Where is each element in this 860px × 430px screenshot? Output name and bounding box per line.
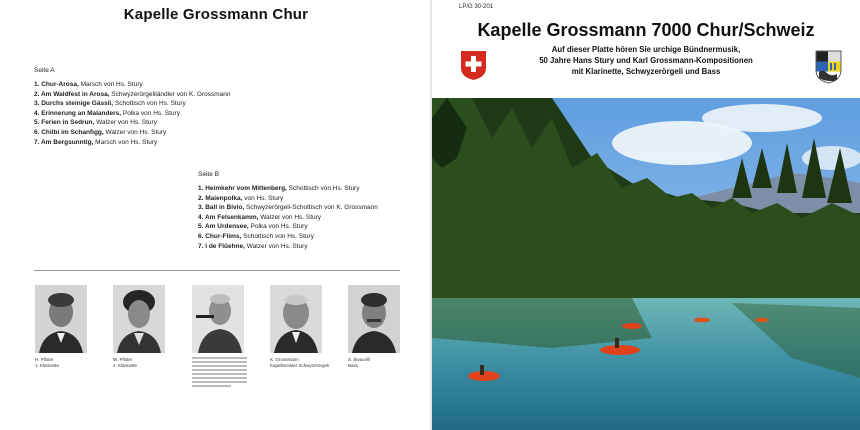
front-cover-subtitle: Auf dieser Platte hören Sie urchige Bündnermusik, 50 Jahre Hans Stury und Karl Grossmann-Kompositionen mit Klarinette, Schwyzerörgeli und Bass bbox=[539, 45, 753, 76]
side-a-heading: Seite A bbox=[34, 67, 55, 74]
front-cover-title: Kapelle Grossmann 7000 Chur/Schweiz bbox=[477, 20, 815, 40]
track-item: 6. Chur-Flims, Schottisch von Hs. Stury bbox=[198, 232, 314, 240]
track-item: 2. Am Waldfest in Arosa, Schwyzerörgeliländler von K. Grossmann bbox=[34, 90, 231, 98]
track-item: 2. Maienpolka, von Hs. Stury bbox=[198, 194, 284, 202]
musician-photo bbox=[348, 285, 400, 353]
musician-photo bbox=[113, 285, 165, 353]
side-a-tracklist bbox=[34, 80, 231, 147]
track-item: 6. Chilbi im Schanfigg, Walzer von Hs. Stury bbox=[34, 128, 167, 136]
catalog-number: LP/G 30-201 bbox=[459, 4, 494, 10]
musician-bio-text bbox=[192, 355, 247, 389]
musician-photo bbox=[192, 285, 244, 353]
track-item: 1. Heimkehr vom Mittenberg, Schottisch von Hs. Stury bbox=[198, 185, 360, 192]
track-item: 7. I de Flüehne, Walzer von Hs. Stury bbox=[198, 242, 308, 250]
back-cover-title: Kapelle Grossmann Chur bbox=[123, 6, 309, 23]
separator-line bbox=[34, 270, 400, 271]
graubuenden-coat-of-arms-icon bbox=[815, 50, 842, 84]
musician-caption: H. Pfister 1. Klarinette bbox=[35, 357, 60, 368]
track-item: 5. Ferien in Sedrun, Walzer von Hs. Stury bbox=[34, 119, 157, 127]
musician-caption: S. Bivacelli Bass bbox=[348, 357, 371, 368]
track-item: 3. Ball in Bivio, Schwyzerörgeli-Schottisch von K. Grossmann bbox=[198, 204, 378, 212]
side-b-heading: Seite B bbox=[198, 171, 219, 178]
musician-caption: W. Pfister 2. Klarinette bbox=[113, 357, 138, 368]
track-item: 4. Erinnerung an Malanders, Polka von Hs. Stury bbox=[34, 109, 180, 117]
lake-landscape-photo bbox=[432, 98, 860, 430]
front-cover bbox=[432, 0, 860, 430]
swiss-flag-icon bbox=[460, 50, 487, 81]
track-item: 3. Durchs steinige Gässli, Schottisch von Hs. Stury bbox=[34, 100, 186, 108]
side-b-tracklist bbox=[198, 184, 378, 251]
track-item: 1. Chur-Arosa, Marsch von Hs. Stury bbox=[34, 81, 143, 88]
track-item: 5. Am Urdensee, Polka von Hs. Stury bbox=[198, 223, 308, 231]
track-item: 7. Am Bergsunntig, Marsch von Hs. Stury bbox=[34, 138, 158, 146]
musician-caption: K. Grossmann Kapellmeister Schwyzerörgeli bbox=[270, 357, 330, 368]
musician-photo bbox=[35, 285, 87, 353]
track-item: 4. Am Felsenkamm, Walzer von Hs. Stury bbox=[198, 213, 322, 221]
musician-photo bbox=[270, 285, 322, 353]
